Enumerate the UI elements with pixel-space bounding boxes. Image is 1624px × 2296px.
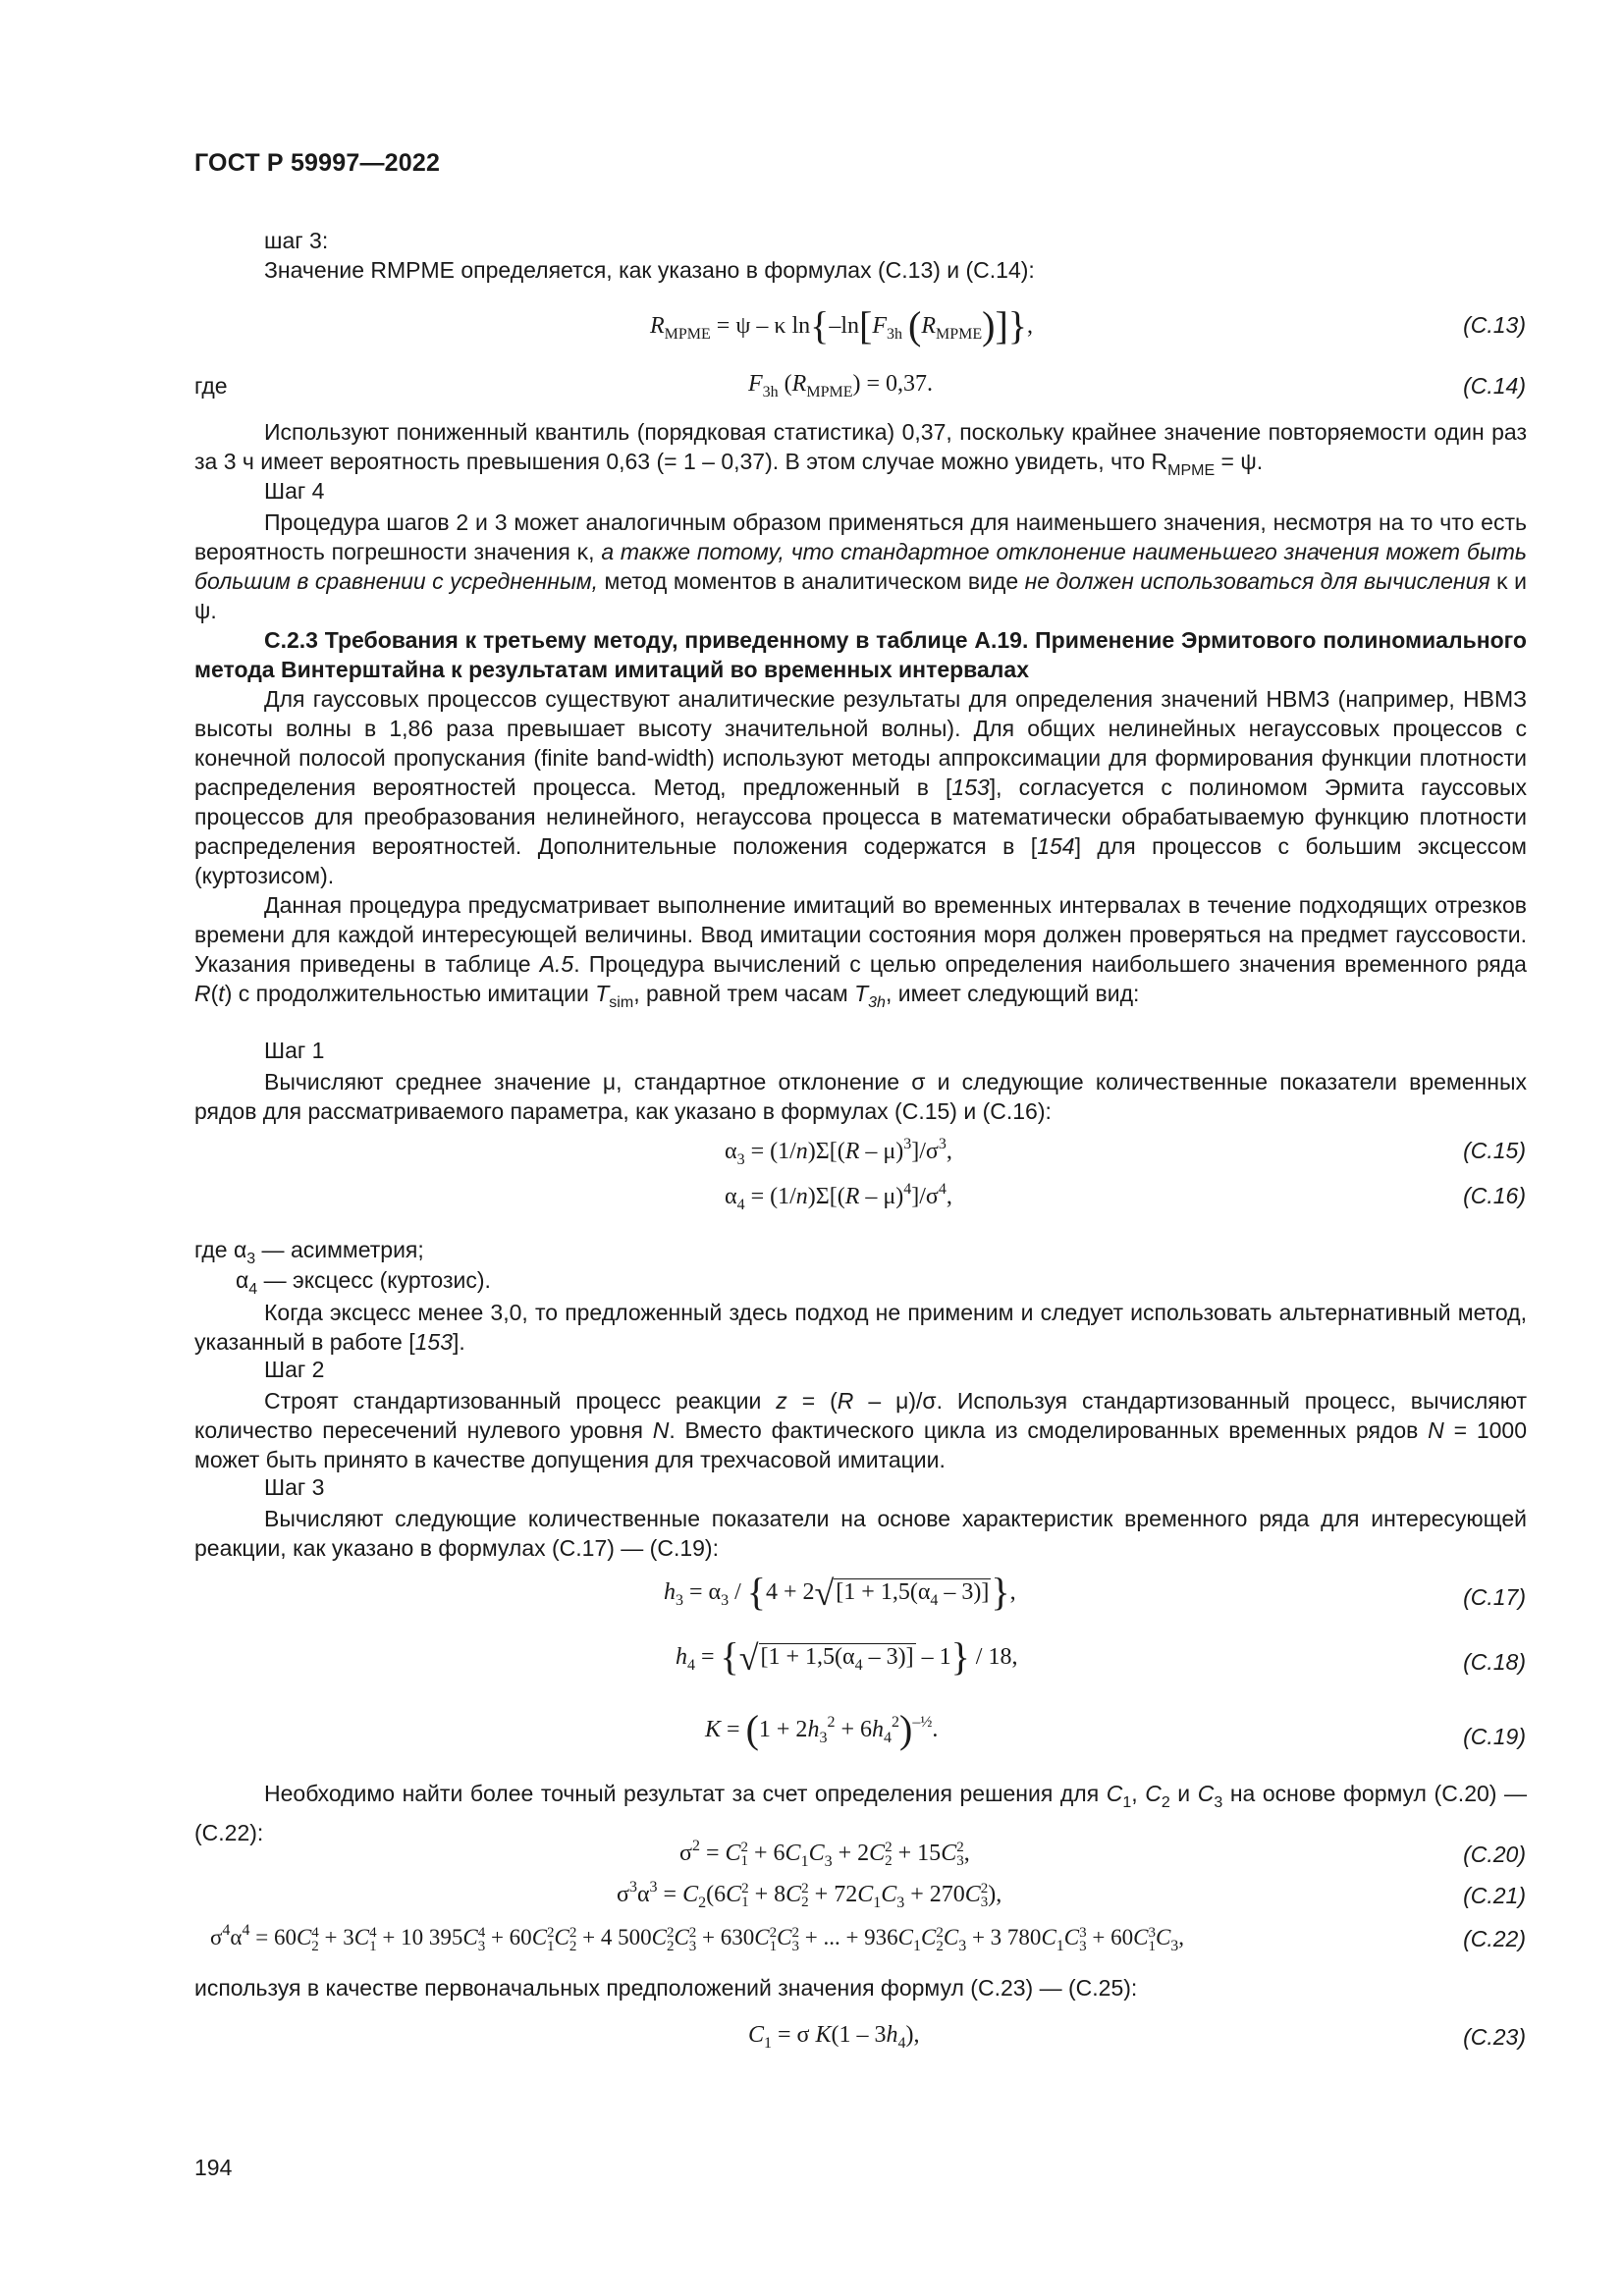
step-label: Шаг 1 [264,1038,325,1063]
standard-header: ГОСТ Р 59997—2022 [194,149,441,177]
page-number: 194 [194,2155,233,2180]
paragraph: Процедура шагов 2 и 3 может аналогичным образом применяться для наименьшего значения, несмотря на то что есть вероятность погрешности значения κ, а также потому, что стандартное отклонение наименьшего значения может быть большим в сравнении с усредненным, метод моментов в аналитическом виде не должен использоваться для вычисления κ и ψ. [194,509,1527,623]
formula-c18: $h_4 = \{√[1 + 1,5(\alpha_4 - 3)] - 1\} / 18$, [676,1634,1018,1679]
formula-c15: $\alpha_3 = (1/n)\Sigma[(R - \mu)^3]/\sigma^3$, [725,1136,952,1168]
section-title: С.2.3 Требования к третьему методу, приведенному в таблице А.19. Применение Эрмитового полиномиального метода Винтерштайна к результатам имитаций во временных интервалах [194,627,1527,682]
formula-c14: $F_{3h}$ $(R_{MPME}) = 0,37$. [748,371,933,400]
formula-number: (C.19) [1463,1724,1526,1749]
formula-c17: $h_3 = \alpha_3 / \{4 + 2√[1 + 1,5(\alpha_4 - 3)]\}$, [664,1570,1016,1614]
legend-a4: $\alpha_4$ — эксцесс (куртозис). [236,1267,491,1298]
formula-c13: $R_{MPME} = \psi - \kappa$ $\ln\{-\ln[F_{3h}$ $(R_{MPME})$]}, [650,303,1033,347]
formula-c22: $\sigma^4\alpha^4 = 60C$ 4 2 + 3C 4 1 + 10 395C 4 3 + 60C 2 1 C 2 2 + 4 500C 2 2 C 2 3 + 630C 2 1 C 2 3 + ... + $936C_1C$ 2 2 $C_3 + 3$ $780C_1C$ 3 3 + 60C 3 1 $C_3$, [210,1922,1185,1954]
formula-number: (C.14) [1463,373,1526,399]
formula-c21: $\sigma^3\alpha^3 = C_2(6C$ 2 1 + 8C 2 2 + $72C_1C_3 + 270C$ 2 3 ), [617,1879,1002,1911]
formula-c23: $C_1 = \sigma$ $K(1 - 3h_4)$, [748,2022,920,2052]
formula-number: (C.15) [1463,1138,1526,1163]
step-label: Шаг 4 [264,478,325,504]
paragraph: Для гауссовых процессов существуют аналитические результаты для определения значений НВМЗ (например, НВМЗ высоты волны в 1,86 раза превышает высоту значительной волны). Для общих нелинейных негауссовых процессов с конечной полосой пропускания (finite band-width) используют методы аппроксимации для формирования функции плотности распределения вероятностей процесса. Метод, предложенный в [153], согласуется с полиномом Эрмита гауссовых процессов для преобразования нелинейного, негауссова процесса в математически обрабатываемую функцию плотности распределения вероятностей. Дополнительные положения содержатся в [154] для процессов с большим эксцессом (куртозисом). [194,686,1527,888]
paragraph: Данная процедура предусматривает выполнение имитаций во временных интервалах в течение подходящих отрезков времени для каждой интересующей величины. Ввод имитации состояния моря должен проверяться на предмет гауссовости. Указания приведены в таблице А.5. Процедура вычислений с целью определения наибольшего значения временного ряда R(t) с продолжительностью имитации $T_{sim}$, равной трем часам $T_{3h}$, имеет следующий вид: [194,892,1527,1011]
formula-number: (C.21) [1463,1883,1526,1908]
formula-number: (C.18) [1463,1649,1526,1675]
step-label: Шаг 2 [264,1357,325,1382]
paragraph: Строят стандартизованный процесс реакции z = (R – μ)/σ. Используя стандартизованный процесс, вычисляют количество пересечений нулевого уровня N. Вместо фактического цикла из смоделированных временных рядов N = 1000 может быть принято в качестве допущения для трехчасовой имитации. [194,1388,1528,1472]
formula-c20: $\sigma^2 = C$ 2 1 + $6C_1C_3 + 2C$ 2 2 + 15C 2 3 , [679,1838,970,1870]
formula-number: (C.22) [1463,1926,1526,1951]
step-label: Шаг 3 [264,1474,325,1500]
paragraph: Вычисляют среднее значение μ, стандартное отклонение σ и следующие количественные показатели временных рядов для рассматриваемого параметра, как указано в формулах (C.15) и (C.16): [194,1069,1527,1124]
formula-number: (C.23) [1463,2024,1526,2050]
formula-number: (C.13) [1463,312,1526,338]
step-label: шаг 3: [264,228,329,253]
legend-a3: где $\alpha_3$ — асимметрия; [194,1237,424,1267]
paragraph: Значение RMPME определяется, как указано в формулах (C.13) и (C.14): [264,257,1035,283]
formula-c16: $\alpha_4 = (1/n)\Sigma[(R - \mu)^4]/\sigma^4$, [725,1181,952,1213]
formula-c19: $K = (1 + 2h_3^2 + 6h_4^2)^{-\frac{1}{2}}$. [705,1707,939,1751]
formula-number: (C.20) [1463,1842,1526,1867]
paragraph: Используют пониженный квантиль (порядковая статистика) 0,37, поскольку крайнее значение повторяемости один раз за 3 ч имеет вероятность превышения 0,63 (= 1 – 0,37). В этом случае можно увидеть, что $R_{MPME} = \psi$. [194,419,1527,479]
paragraph: Необходимо найти более точный результат за счет определения решения для $C_1$, $C_2$ и $C_3$ на основе формул (C.20) — (C.22): [194,1781,1527,1845]
paragraph: Вычисляют следующие количественные показатели на основе характеристик временного ряда для интересующей реакции, как указано в формулах (C.17) — (C.19): [194,1506,1527,1561]
formula-number: (C.16) [1463,1183,1526,1208]
paragraph: Когда эксцесс менее 3,0, то предложенный здесь подход не применим и следует использовать альтернативный метод, указанный в работе [153]. [194,1300,1527,1355]
formula-number: (C.17) [1463,1584,1526,1610]
where-label: где [194,373,228,399]
paragraph: используя в качестве первоначальных предположений значения формул (C.23) — (C.25): [194,1975,1138,2001]
